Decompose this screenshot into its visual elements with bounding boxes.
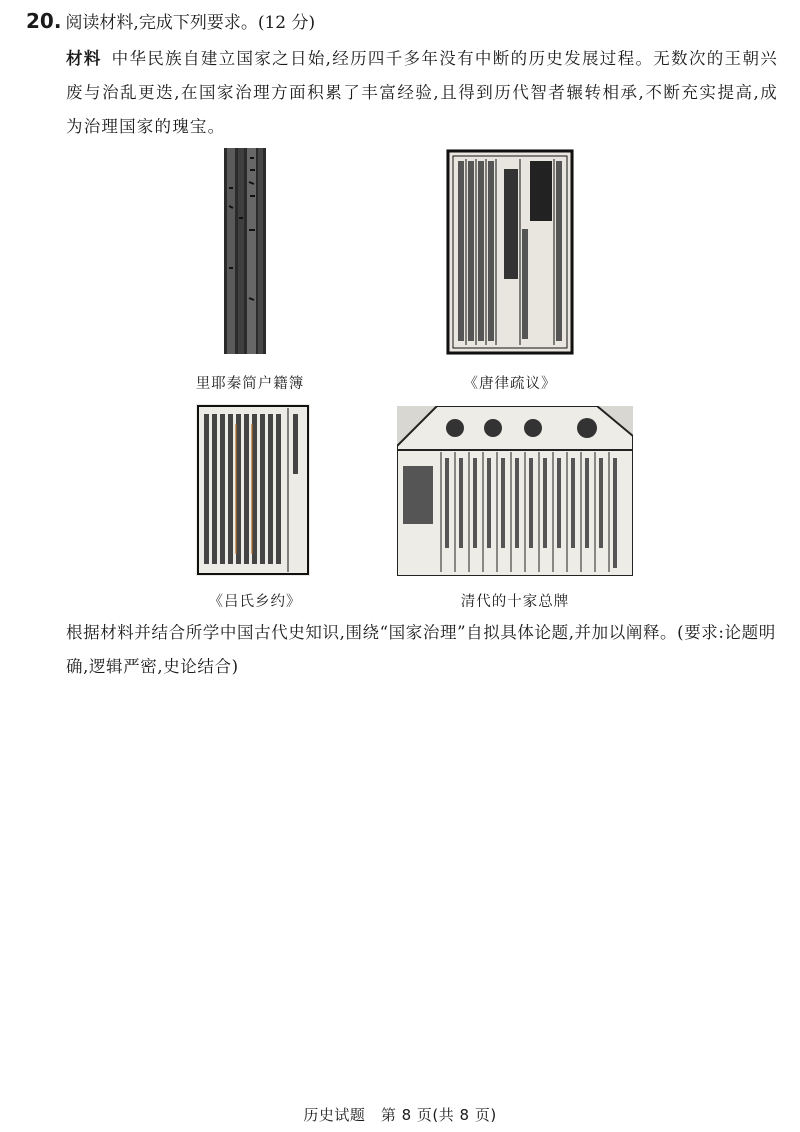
figure-caption: 《吕氏乡约》 — [208, 594, 302, 610]
material-paragraph — [66, 42, 778, 144]
figure-lushi-xiangyue — [190, 402, 320, 612]
figure-caption: 清代的十家总牌 — [460, 594, 570, 610]
material-text: 中华民族自建立国家之日始,经历四千多年没有中断的历史发展过程。无数次的王朝兴废与治乱更迭,在国家治理方面积累了丰富经验,且得到历代智者辗转相承,不断充实提高,成为治理国家的瑰宝。 — [66, 49, 778, 136]
liye-slip-image — [224, 148, 266, 354]
figure-caption: 里耶秦简户籍簿 — [195, 376, 305, 392]
figure-caption: 《唐律疏议》 — [463, 376, 557, 392]
figure-tanglv-shuyi — [425, 146, 595, 396]
lushi-xiangyue-image — [196, 404, 310, 576]
material-label: 材料 — [66, 49, 102, 68]
question-instruction: 阅读材料,完成下列要求。(12 分) — [65, 13, 316, 33]
shijia-zongpai-image — [397, 406, 633, 576]
tanglv-shuyi-image — [446, 149, 574, 355]
figure-shijia-zongpai — [395, 402, 635, 612]
question-heading — [26, 8, 315, 33]
figure-liye-slip — [180, 146, 320, 396]
question-prompt: 根据材料并结合所学中国古代史知识,围绕“国家治理”自拟具体论题,并加以阐释。(要求:论题明确,逻辑严密,史论结合) — [66, 623, 776, 676]
question-number: 20. — [26, 9, 62, 33]
page-footer: 历史试题 第 8 页(共 8 页) — [303, 1106, 497, 1124]
